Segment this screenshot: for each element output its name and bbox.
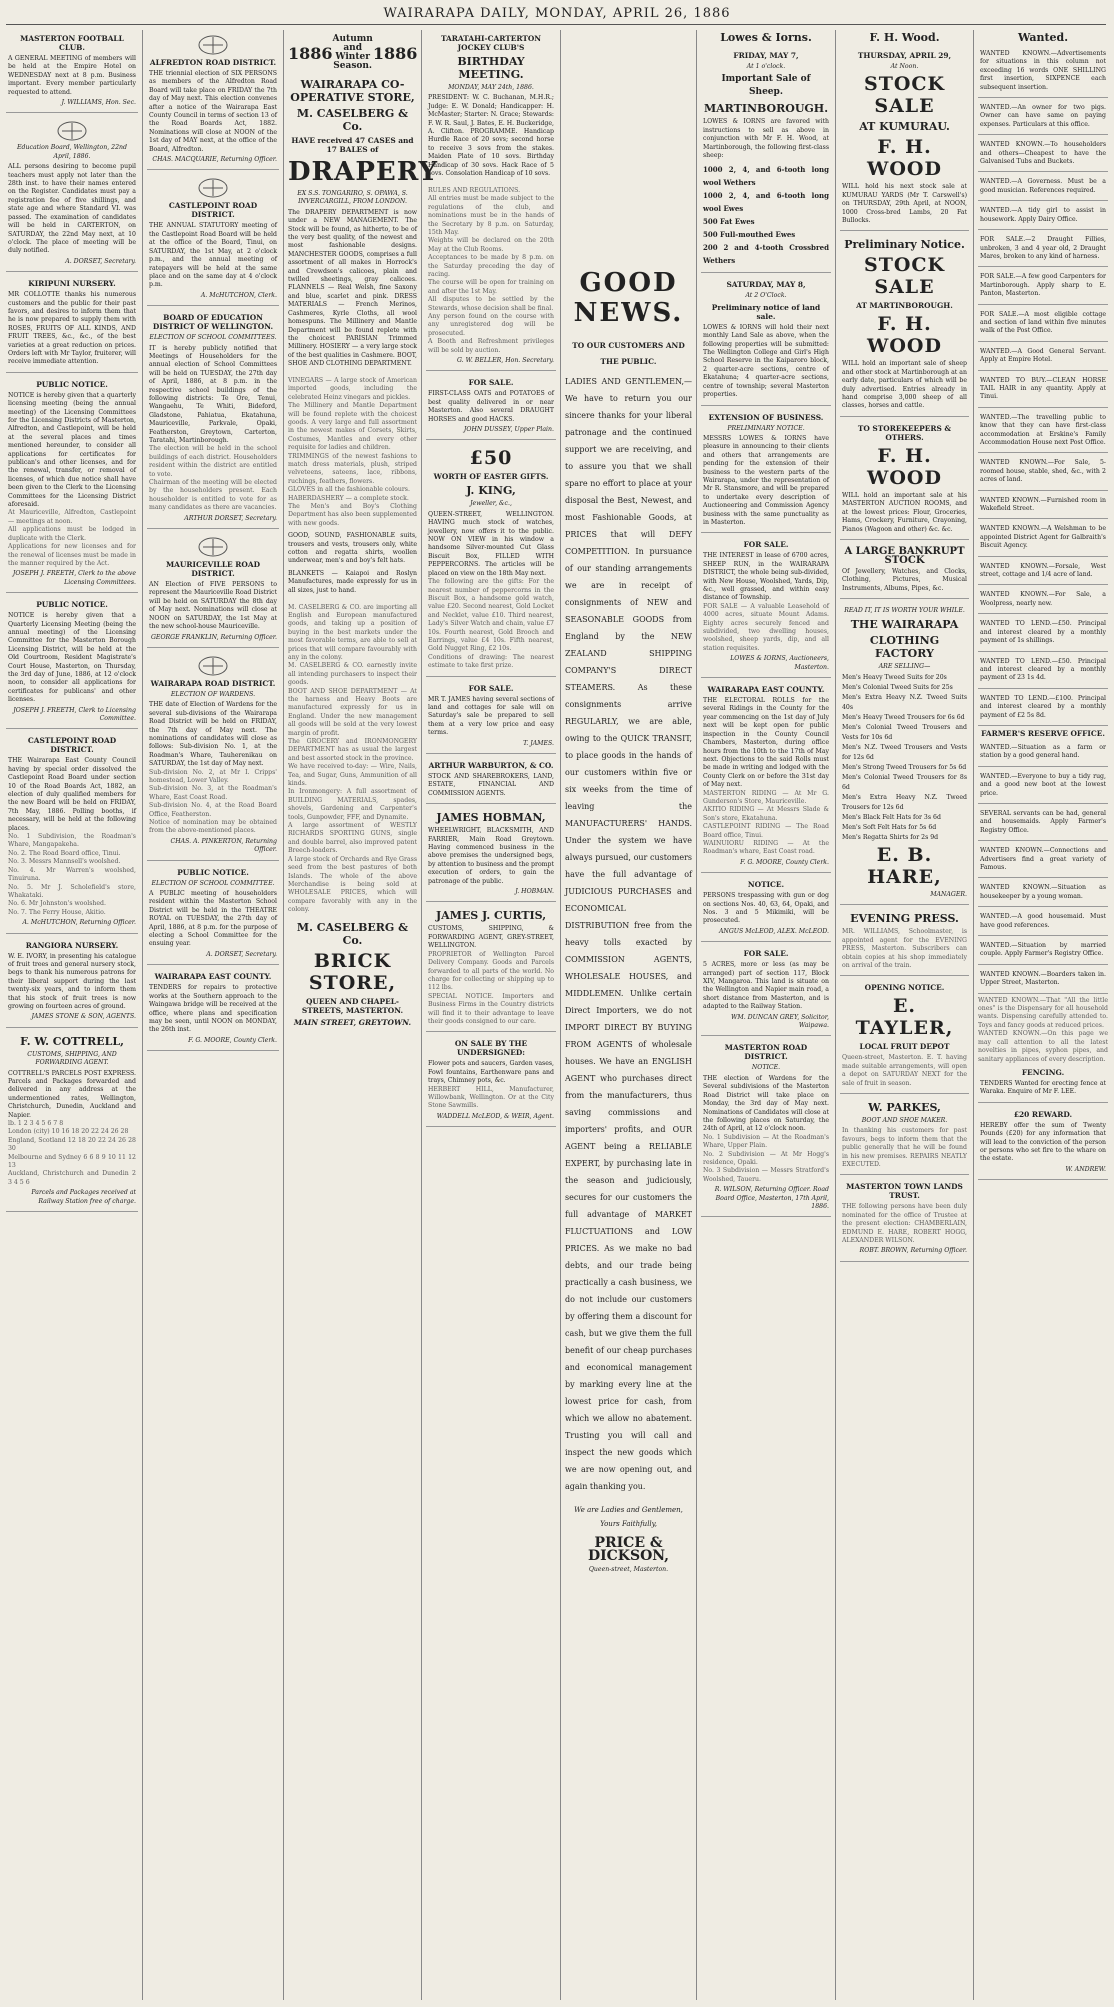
ad-signature: ROBT. BROWN, Returning Officer. <box>859 1247 967 1255</box>
ad-signature: A. McHUTCHON, Returning Officer. <box>22 919 136 927</box>
ad-heading: KIRIPUNI NURSERY. <box>28 279 116 289</box>
ad-signature: WM. DUNCAN GREY, Solicitor, Waipawa. <box>731 1013 829 1030</box>
column-rule <box>560 30 561 2000</box>
list-item: 1000 2, 4, and 6-tooth long wool Ewes <box>703 191 829 214</box>
ad-heading: FOR SALE. <box>743 540 789 550</box>
education-board-ad <box>6 116 138 272</box>
ad-body: A GENERAL MEETING of members will be held at the Empire Hotel on WEDNESDAY next at 8 p.m. Business important. Every member particularly requested to attend. <box>8 55 136 96</box>
list-item: FOR SALE.—A few good Carpenters for Martinborough. Apply sharp to E. Panton, Masterton. <box>978 270 1108 304</box>
filler-text: RULES AND REGULATIONS. All entries must be made subject to the regulations of the club, and nominations must be in the hands of the Secretary by 8 p.m. on Saturday, 15th May. Weights will be declared on the 20th May at the Club Rooms. Acceptances to be made by 8 p.m. on the Saturday preceding the day of racing. The course will be open for training on and after the 1st May. All disputes to be settled by the Stewards, whose decision shall be final. Any person found on the course with any unregistered dog will be prosecuted. A Booth and Refreshment privileges will be sold by auction. <box>428 186 554 354</box>
preliminary-heading: Preliminary Notice. <box>844 238 965 252</box>
filler-text: No. 1 Subdivision, the Roadman's Whare, Mangapakeha. No. 2. The Road Board office, Tinui. No. 3. Messrs Mannsell's woolshed. No. 4. Mr Warren's woolshed, Tinuiruna. No. 5. Mr J. Scholefield's store, Whakataki. No. 6. Mr Johnston's woolshed. No. 7. The Ferry House, Akitio. <box>8 833 136 916</box>
closing-line: We are Ladies and Gentlemen, Yours Faithfully, <box>574 1506 683 1528</box>
ad-signature: A. DORSET, Secretary. <box>65 257 136 265</box>
list-item: WANTED KNOWN.—A Welshman to be appointed District Agent for Galbraith's Biscuit Agency. <box>978 522 1108 556</box>
ad-signature: T. JAMES. <box>523 739 554 747</box>
school-committee-ad <box>147 864 279 966</box>
list-item: 500 Full-mouthed Ewes <box>703 230 796 240</box>
ad-heading: A LARGE BANKRUPT STOCK <box>844 545 965 566</box>
acres-sale-ad <box>701 945 831 1036</box>
selling-line: ARE SELLING— <box>878 662 931 670</box>
sale-time: At Noon. <box>890 63 919 70</box>
filler-text: PROPRIETOR of Wellington Parcel Delivery Company. Goods and Parcels forwarded to all parts of the world. No charge for collecting or shipping up to 112 lbs. SPECIAL NOTICE. Importers and Business Firms in the Country districts will find it to their advantage to leave their goods consigned to our care. <box>428 950 554 1025</box>
ad-body: 5 ACRES, more or less (as may be arranged) part of section 117, Block XIV, Mangaroa. This land is situate on the Wellington and Napier main road, a short distance from Masterton, and is adapted to the Railway Station. <box>703 961 829 1011</box>
drapery-body: The DRAPERY DEPARTMENT is now under a NEW MANAGEMENT. The Stock will be found, as hitherto, to be of the very best quality, of the newest and most fashionable designs. MANCHESTER GOODS, comprises a full assortment of all makes in Horrock's and Crewdson's calicoes, plain and twilled sheetings, gray calicoes. FLANNELS — Real Welsh, fine Saxony and blue, scarlet and pink. DRESS MATERIALS — French Merinos, Cashmeres, Kyrle Cloths, all wool homespuns. The Millinery and Mantle Department will be found replete with the choicest PARISIAN Trimmed Millinery. HOSIERY — a very large stock of the best qualities in Cashmere. BOOT, SHOE AND CLOTHING DEPARTMENT. <box>288 208 417 368</box>
ad-body: WILL hold an important sale at his MASTERTON AUCTION ROOMS, and at the lowest prices: Flour, Groceries, Hams, Crockery, Furniture, Crayoning, Pianos (Wagoon and other) &c. &c. <box>842 491 967 533</box>
brick-store-heading: BRICK STORE, <box>308 949 397 994</box>
ad-body: MR T. JAMES having several sections of land and cottages for sale will on Saturday's sale be prepared to sell them at a very low price and easy terms. <box>428 695 554 737</box>
jeweller-name: J. KING, <box>466 484 516 498</box>
list-item: WANTED KNOWN.—To householders and others—Cheapest to have the Galvanised Tubs and Buckets. <box>978 138 1108 172</box>
sale-time: At 2 O'Clock. <box>745 292 787 300</box>
list-item: WANTED KNOWN.—Situation as housekeeper by a young woman. <box>978 881 1108 907</box>
ad-heading: MAURICEVILLE ROAD DISTRICT. <box>166 560 260 579</box>
curtis-ad <box>426 905 556 1032</box>
masthead-rule <box>6 24 1106 25</box>
cottrell-ad <box>6 1031 138 1212</box>
list-item: Men's Regatta Shirts for 2s 9d <box>842 833 939 841</box>
column-6 <box>701 30 831 2000</box>
list-item: WANTED.—Situation as a farm or station by a good general hand. <box>978 741 1108 767</box>
list-item: Men's Extra Heavy N.Z. Tweed Suits 40s <box>842 693 967 711</box>
filler-text: Queen-street, Masterton. E. T. having made suitable arrangements, will open a depot on SATURDAY NEXT for the sale of fruit in season. <box>842 1054 967 1087</box>
filler-text: MR. WILLIAMS, Schoolmaster, is appointed agent for the EVENING PRESS, Masterton. Subscribers can obtain copies at his shop immediately on arrival of the train. <box>842 928 967 969</box>
ad-heading: OPENING NOTICE. <box>864 983 945 993</box>
castlepoint-meeting-ad <box>147 173 279 306</box>
extension-notice-ad <box>701 409 831 534</box>
ad-signature: JOSEPH J. FREETH, Clerk to the above Licensing Committees. <box>12 570 136 586</box>
kiripuni-nursery-ad <box>6 275 138 373</box>
jockey-club-ad <box>426 30 556 371</box>
firm-header: F. H. Wood. <box>869 31 940 44</box>
list-item: Men's Heavy Tweed Suits for 20s <box>842 673 947 681</box>
ad-heading: WAIRARAPA EAST COUNTY. <box>707 685 825 695</box>
ad-body: THE ELECTORAL ROLLS for the several Ridings in the County for the year commencing on the 1st day of July next will be kept open for public inspection in the County Council Chambers, Masterton, during office hours from the 10th to the 17th of May next. Objections to the said Rolls must be made in writing and lodged with the County Clerk on or before the 31st day of May next. <box>703 697 829 789</box>
caselberg-signature: M. CASELBERG & Co. <box>296 920 409 947</box>
ad-body: MESSRS LOWES & IORNS have pleasure in announcing to their clients and others that arrangements are pending for the extension of their business to the western parts of the Wairarapa, under the representation of Mr R. Stansmore, and will be prepared to undertake every description of Auctioneering and Commission Agency business with the same punctuality as in Masterton. <box>703 434 829 526</box>
ad-heading: W. PARKES, <box>868 1101 941 1114</box>
ad-subheading: LOCAL FRUIT DEPOT <box>859 1042 950 1052</box>
ad-body: THE date of Election of Wardens for the several sub-divisions of the Wairarapa Road District will be held on FRIDAY, the 7th day of May next. The nominations of candidates will close as follows: Sub-division No. 1, at the Roadman's Whare, Tauherenikau on SATURDAY, the 1st day of May next. <box>149 701 277 768</box>
list-item: 500 Fat Ewes <box>703 217 755 227</box>
ad-signature: A. DORSET, Secretary. <box>206 950 277 958</box>
ad-heading: ON SALE BY THE UNDERSIGNED: <box>454 1039 528 1058</box>
ad-signature: JOSEPH J. FREETH, Clerk to Licensing Committee. <box>13 706 136 722</box>
list-item: WANTED KNOWN.—Forsale, West street, cottage and 1/4 acre of land. <box>978 560 1108 586</box>
ad-body: Of Jewellery, Watches, and Clocks, Clothing, Pictures, Musical Instruments, Albums, Pipes, &c. <box>842 567 967 592</box>
list-item: FOR SALE.—2 Draught Fillies, unbroken, 3 and 4 year old, 2 Draught Mares, broken to any kind of harness. <box>978 233 1108 267</box>
ad-subheading: PRELIMINARY NOTICE. <box>727 424 805 432</box>
sale-time: At 1 o'clock. <box>746 63 786 70</box>
ad-heading: MASTERTON FOOTBALL CLUB. <box>20 34 124 52</box>
ad-body: MR COLLOTTE thanks his numerous customers and the public for their past favors, and desires to inform them that he is now prepared to supply them with ROSES, FRUITS OF ALL KINDS, AND FRUIT TREES, &c., &c., of the best varieties at a great reduction on prices. Orders left with Mr Taylor, fruiterer, will receive immediate attention. <box>8 291 136 366</box>
firm-address: Queen-street, Masterton. <box>588 1566 669 1573</box>
list-item: Men's Soft Felt Hats for 5s 6d <box>842 823 937 831</box>
list-item: WANTED.—Everyone to buy a tidy rug, and a good new boot at the lowest price. <box>978 770 1108 804</box>
auctioneer-name: F. H. WOOD <box>867 313 942 358</box>
oats-sale-ad <box>426 374 556 440</box>
ad-signature: J. WILLIAMS, Hon. Sec. <box>61 99 136 107</box>
list-item: WANTED.—Situation by married couple. Apply Farmer's Registry Office. <box>978 939 1108 965</box>
column-7 <box>840 30 969 2000</box>
ad-body: W. E. IVORY, in presenting his catalogue of fruit trees and general nursery stock, begs to thank his numerous patrons for their liberal support during the last twenty-six years, and to inform them that his stock of fruit trees is now growing on fourteen acres of ground. <box>8 952 136 1010</box>
ad-body: IT is hereby publicly notified that Meetings of Householders for the annual election of School Committees will be held on TUESDAY, the 27th day of April, 1886, at 8 p.m. in the respective school buildings of the following districts: Te Ore, Tenui, Wangaehu, Te Whiti, Bideford, Gladstone, Pahiatua, Ekatahuna, Mauriceville, Parkvale, Opaki, Featherston, Greytown, Carterton, Taratahi, Martinborough. <box>149 344 277 444</box>
ad-heading: WAIRARAPA ROAD DISTRICT. <box>150 678 276 688</box>
ad-signature: J. HOBMAN. <box>515 888 554 896</box>
ad-body: TENDERS Wanted for erecting fence at Waraka. Enquire of Mr F. LEE. <box>980 1079 1106 1096</box>
column-2 <box>147 30 279 2000</box>
masterton-road-ad <box>701 1039 831 1217</box>
list-item: WANTED KNOWN.—For Sale, a Woolpress, nearly new. <box>978 588 1108 614</box>
ad-heading: £20 REWARD. <box>1013 1109 1073 1119</box>
column-4 <box>426 30 556 2000</box>
list-item: Men's Extra Heavy N.Z. Tweed Trousers for 12s 6d <box>842 793 967 811</box>
list-item: WANTED TO LEND.—£100. Principal and interest cleared by a monthly payment of £2 5s 8d. <box>978 692 1108 726</box>
ad-signature: WADDELL McLEOD, & WEIR, Agent. <box>436 1112 554 1120</box>
sale-date: FRIDAY, MAY 7, <box>733 51 799 60</box>
ad-subheading: ELECTION OF SCHOOL COMMITTEES. <box>149 334 277 342</box>
greytown-address: MAIN STREET, GREYTOWN. <box>293 1017 412 1027</box>
ad-body: WILL hold an important sale of sheep and other stock at Martinborough at an early date, particulars of which will be duly advertised. Entries already in hand comprise 3,000 sheep of all classes, horses and cattle. <box>842 360 967 410</box>
east-county-tender-ad <box>147 968 279 1051</box>
ad-body: CUSTOMS, SHIPPING, & FORWARDING AGENT, GREY-STREET, WELLINGTON. <box>428 925 554 950</box>
ad-heading: Education Board, Wellington, 22nd April, 1886. <box>17 144 127 160</box>
good-sound-text: GOOD, SOUND, FASHIONABLE suits, trousers and vests, trousers only, white cotton and regatta shirts, woollen underwear, men's and boy's felt hats. <box>288 532 417 565</box>
ad-heading: ALFREDTON ROAD DISTRICT. <box>149 58 277 67</box>
season-label: Autumn and Winter Season. <box>332 34 373 71</box>
sale-title: Preliminary notice of land sale. <box>711 302 821 321</box>
ad-signature: GEORGE FRANKLIN, Returning Officer. <box>150 633 277 641</box>
royal-crest-icon <box>195 535 231 557</box>
ad-body: FIRST-CLASS OATS and POTATOES of best quality delivered in or near Masterton. Also several DRAUGHT HORSES and good HACKS. <box>428 390 554 423</box>
ad-body: QUEEN-STREET, WELLINGTON. HAVING much stock of watches, jewellery, now offers it to the public. NOW ON VIEW in his window a handsome Silver-mounted Cut Glass Biscuit Box, FILLED WITH PEPPERCORNS. The articles will be placed on view on the 18th May next. <box>428 510 554 577</box>
good-news-headline: GOOD NEWS. <box>573 268 684 328</box>
factory-name: THE WAIRARAPA <box>850 617 959 631</box>
town-lands-trust-ad <box>840 1178 969 1261</box>
electoral-rolls-ad <box>701 681 831 873</box>
ad-signature: JOHN DUSSEY, Upper Plain. <box>463 426 554 434</box>
castlepoint-ad <box>6 732 138 933</box>
column-rule <box>142 30 143 2000</box>
reward-ad <box>978 1106 1108 1180</box>
land-sale-ad <box>701 276 831 405</box>
list-item: Men's Colonial Tweed Suits for 25s <box>842 683 953 691</box>
sale-title: Important Sale of Sheep. <box>721 74 811 98</box>
ad-heading: EVENING PRESS. <box>850 912 959 926</box>
storekeepers-ad <box>840 420 969 540</box>
ad-body: THE triennial election of SIX PERSONS as members of the Alfredton Road Board will take place on FRIDAY the 7th day of May next. This election convenes after a notice of the Wairarapa East County Council in terms of section 13 of the Road Boards Act, 1882. Nominations will close at NOON of the 1st day of MAY next, at the office of the Board, Alfredton. <box>149 70 277 153</box>
list-item: WANTED TO LEND.—£50. Principal and interest cleared by a monthly payment of 1s shillings. <box>978 617 1108 651</box>
kumurau-stock-sale-ad <box>840 47 969 231</box>
list-item: FARMER'S RESERVE OFFICE. <box>981 728 1105 738</box>
ad-heading: JAMES HOBMAN, <box>436 811 546 825</box>
filler-text: Sub-division No. 2, at Mr I. Cripps' homestead, Lower Valley. Sub-division No. 3, at the Roadman's Whare, East Coast Road. Sub-division No. 4, at the Road Board Office, Featherston. Notice of nomination may be obtained from the above-mentioned places. <box>149 768 277 835</box>
received-line: HAVE received 47 CASES and 17 BALES of <box>291 136 414 154</box>
list-item: WANTED KNOWN.—Furnished room in Wakefield Street. <box>978 494 1108 520</box>
list-item: WANTED KNOWN.—Boarders taken in. Upper Street, Masterton. <box>978 968 1108 994</box>
ad-subheading: CUSTOMS, SHIPPING, AND FORWARDING AGENT. <box>27 1050 117 1067</box>
sale-place: MARTINBOROUGH. <box>703 102 829 116</box>
ad-signature: W. ANDREW. <box>1065 1165 1106 1173</box>
firm-name: PRICE & DICKSON, <box>587 1535 670 1564</box>
ad-body: LOWES & IORNS are favored with instructions to sell as above in conjunction with Mr F. H. Wood, at Martinborough, the following first-class sheep: <box>703 118 829 160</box>
alfredton-road-ad <box>147 30 279 170</box>
ad-heading: MASTERTON TOWN LANDS TRUST. <box>846 1182 963 1201</box>
sale-date: SATURDAY, MAY 8, <box>726 280 806 290</box>
ad-body: Flower pots and saucers, Garden vases, Fowl fountains, Earthenware pans and trays, Chimney pots, &c. <box>428 1060 554 1085</box>
auctioneer-name: F. H. WOOD <box>867 136 942 181</box>
sale-date: THURSDAY, APRIL 29, <box>857 51 952 60</box>
filler-text: FOR SALE — A valuable Leasehold of 4000 acres, situate Mount Adams. Eighty acres securely fenced and subdivided, two dwelling houses, woolshed, sheep yards, dip, and all station requisites. <box>703 602 829 652</box>
football-club-ad <box>6 30 138 113</box>
manager-title: MANAGER. <box>930 890 967 898</box>
filler-text: VINEGARS — A large stock of American imported goods, including the celebrated Heinz vinegars and pickles. The Millinery and Mantle Department will be found replete with the choicest goods. A very large and full assortment in the newest makes of Corsets, Skirts, Costumes, Mantles and every other requisite for ladies and children. TRIMMINGS of the newest fashions to match dress materials, plush, striped velveteens, sateens, lace, ribbons, ruchings, feathers, flowers. GLOVES in all the fashionable colours. HABERDASHERY — a complete stock. The Men's and Boy's Clothing Department has also been supplemented with new goods. <box>288 376 417 527</box>
prize-amount: £50 <box>469 447 513 470</box>
ad-heading: FOR SALE. <box>468 378 514 388</box>
ad-subheading: NOTICE. <box>751 1064 781 1072</box>
list-item: WANTED KNOWN.—Advertisements for situations in this column not exceeding 16 words ONE SHILLING first insertion, SIXPENCE each subsequent insertion. <box>978 47 1108 98</box>
ad-body: LOWES & IORNS will hold their next monthly Land Sale as above, when the following properties will be submitted: The Wellington College and Girl's High School Reserve in the Kaiparoro block, 2 quarter-acre sections, centre of Ekatahuna; 4 quarter-acre sections, centre of township; several Masterton properties. <box>703 323 829 399</box>
ad-body: AN Election of FIVE PERSONS to represent the Mauriceville Road District will be held on SATURDAY the 8th day of May next. Nominations will close at NOON on SATURDAY, the 1st May at the new school-house Mauriceville. <box>149 581 277 631</box>
ad-heading: ARTHUR WARBURTON, & CO. <box>428 761 554 770</box>
ad-body: PRESIDENT: W. C. Buchanan, M.H.R.; Judge: E. W. Donald; Handicapper: H. McMaster; Starter: N. Grace; Stewards: F. W. R. Saul, J. Bates, E. H. Buckeridge, A. Clifton. PROGRAMME. Handicap Hurdle Race of 20 sovs; second horse to receive 3 sovs from the stakes. Maiden Plate of 10 sovs. Birthday Handicap of 30 sovs. Hack Race of 5 sovs. Consolation Handicap of 10 sovs. <box>428 94 554 178</box>
spacer <box>565 30 692 260</box>
list-item: WANTED TO BUY.—CLEAN HORSE TAIL HAIR in any quantity. Apply at Tinui. <box>978 374 1108 408</box>
list-item: Men's Colonial Tweed Trousers for 8s 6d <box>842 773 967 791</box>
fruit-depot-ad <box>840 979 969 1094</box>
ad-heading: PUBLIC NOTICE. <box>177 867 249 877</box>
ships-line: EX S.S. TONGARIRO, S. OPAWA, S. INVERCARGILL, FROM LONDON. <box>297 190 408 206</box>
royal-crest-icon <box>195 654 231 676</box>
royal-crest-icon <box>54 119 90 141</box>
clothing-factory-ad <box>840 602 969 905</box>
ad-heading: FOR SALE. <box>468 683 514 693</box>
list-item: FOR SALE.—A most eligible cottage and section of land within five minutes walk of the Post Office. <box>978 308 1108 342</box>
ad-heading: F. W. COTTRELL, <box>20 1034 124 1048</box>
ad-heading: FENCING. <box>1021 1067 1065 1077</box>
ad-signature: R. WILSON, Returning Officer. Road Board Office, Masterton, 17th April, 1886. <box>714 1186 829 1210</box>
wairarapa-road-ad <box>147 651 279 861</box>
filler-text: In thanking his customers for past favours, begs to inform them that the public generally that he will be found in his new premises. REPAIRS NEATLY EXECUTED. <box>842 1127 967 1169</box>
wanted-header: Wanted. <box>1017 31 1069 44</box>
list-item: WANTED KNOWN.—Connections and Advertisers find a great variety of Famous. <box>978 844 1108 878</box>
ad-heading: NOTICE. <box>747 880 785 890</box>
ad-heading: PUBLIC NOTICE. <box>36 600 108 610</box>
filler-text: At Mauriceville, Alfredton, Castlepoint — meetings at noon. All applications must be lodged in duplicate with the Clerk. Applications for new licenses and for the renewal of licenses must be made in the manner required by the Act. <box>8 509 136 567</box>
auctioneer-name: F. H. WOOD <box>867 444 942 489</box>
brick-store-address: QUEEN AND CHAPEL-STREETS, MASTERTON. <box>301 996 404 1015</box>
filler-text: No. 1 Subdivision — At the Roadman's Whare, Upper Plain. No. 2 Subdivision — At Mr Hogg's residence, Opaki. No. 3 Subdivision — Messrs Stratford's Woolshed, Taueru. <box>703 1133 829 1183</box>
ad-body: PERSONS trespassing with gun or dog on sections Nos. 40, 63, 64, Opaki, and Nos. 3 and 5 Mikimiki, will be prosecuted. <box>703 892 829 925</box>
ad-heading: CASTLEPOINT ROAD DISTRICT. <box>27 736 117 755</box>
proprietor-name: E. TAYLER, <box>855 995 954 1040</box>
sale-place: AT MARTINBOROUGH. <box>856 301 953 311</box>
ad-signature: JAMES STONE & SON, AGENTS. <box>31 1013 136 1021</box>
list-item: Men's Strong Tweed Trousers for 5s 6d <box>842 763 967 771</box>
season-year: 1886 <box>372 43 418 63</box>
prize-sub: WORTH OF EASTER GIFTS. <box>433 472 549 482</box>
ad-subheading: ELECTION OF SCHOOL COMMITTEE. <box>151 879 275 887</box>
list-item: WANTED.—A tidy girl to assist in housework. Apply Dairy Office. <box>978 204 1108 230</box>
public-notice-ad <box>6 376 138 593</box>
ad-body: THE ANNUAL STATUTORY meeting of the Castlepoint Road Board will be held at the office of the Board, Tinui, on SATURDAY, the 1st May, at 2 o'clock p.m., and the annual meeting of ratepayers will be held at the same place and on the same day at 4 o'clock p.m. <box>149 222 277 289</box>
ad-body: A PUBLIC meeting of householders resident within the Masterton School District will be held in the THEATRE ROYAL on TUESDAY, the 27th day of April, 1886, at 8 p.m. for the purpose of electing a School Committee for the ensuing year. <box>149 890 277 948</box>
sheep-run-sale-ad <box>701 536 831 678</box>
manager-name: E. B. HARE, <box>867 843 942 888</box>
bankrupt-stock-ad <box>840 543 969 599</box>
ad-signature: CHAS. MACQUARIE, Returning Officer. <box>152 156 277 164</box>
ad-body: ALL persons desiring to become pupil teachers must apply not later than the 28th inst. to have their names entered on the Register. Candidates must pay a registration fee of five shillings, and state age and where Standard VI. was passed. The examination of candidates will be held in CARTERTON, on SATURDAY, the 22nd May next, at 10 o'clock. The place of meeting will be duly notified. <box>8 163 136 255</box>
filler-text: M. CASELBERG & CO. are importing all English and European manufactured goods, and taking up a position of buying in the best markets under the most favorable terms, are able to sell at prices that will compare favourably with any in the colony. M. CASELBERG & CO. earnestly invite all intending purchasers to inspect their goods. BOOT AND SHOE DEPARTMENT — At the harness and Heavy Boots are manufactured expressly for us in England. Under the new management all goods will be sold at the very lowest margin of profit. The GROCERY and IRONMONGERY DEPARTMENT has as usual the largest and best assorted stock in the province. We have received to-day: — Wire, Nails, Tea, and Sugar, Guns, Ammunition of all kinds. In Ironmongery: A full assortment of BUILDING MATERIALS, spades, shovels, Gardening and Carpenter's tools, Gunpowder, FFF, and Dynamite. A large assortment of WESTLY RICHARDS SPORTING GUNS, single and double barrel, also improved patent Breech-loaders. A large stock of Orchards and Rye Grass seed from the best pastures of both Islands. The whole of the above Merchandise is being sold at WHOLESALE PRICES, which will compare favorably with any in the colony. <box>288 603 417 914</box>
ad-signature: ANGUS McLEOD, ALEX. McLEOD. <box>718 927 829 935</box>
ad-subheading: ELECTION OF WARDENS. <box>170 690 256 698</box>
filler-text: HERBERT HILL, Manufacturer, Willowbank, Wellington. Or at the City Stone Sawmills. <box>428 1085 554 1110</box>
column-rule <box>835 30 836 2000</box>
column-8 <box>978 30 1108 2000</box>
season-year: 1886 <box>288 43 333 63</box>
ad-heading: PUBLIC NOTICE. <box>36 379 108 389</box>
ad-signature: LOWES & IORNS, Auctioneers, Masterton. <box>730 655 829 671</box>
list-item: Men's Colonial Tweed Trousers and Vests for 10s 6d <box>842 723 967 741</box>
ad-body: COTTRELL'S PARCELS POST EXPRESS. Parcels and Packages forwarded and delivered in any address at the undermentioned rates, Wellington, Christchurch, Dunedin, Auckland and Napier. <box>8 1069 136 1119</box>
factory-name: CLOTHING FACTORY <box>869 633 940 660</box>
blankets-text: BLANKETS — Kaiapoi and Roslyn Manufactures, made expressly for us in all sizes, just to hand. <box>288 569 417 594</box>
list-item: WANTED.—An owner for two pigs. Owner can have same on paying expenses. Particulars at this office. <box>978 101 1108 135</box>
ad-heading: WAIRARAPA EAST COUNTY. <box>154 972 272 982</box>
filler-text: The following are the gifts: For the nearest number of peppercorns in the Biscuit Box, a handsome gold watch, value £20. Second nearest, Gold Locket and Necklet, value £10. Third nearest, Lady's Silver Watch and chain, value £7 10s. Fourth nearest, Gold Brooch and Earrings, value £4 10s. Fifth nearest, Gold Nugget Ring, £2 10s. Conditions of drawing: The nearest estimate to take first prize. <box>428 578 554 670</box>
list-item: WANTED TO LEND.—£50. Principal and interest cleared by a monthly payment of 23 1s 4d. <box>978 655 1108 689</box>
ad-heading: TARATAHI-CARTERTON JOCKEY CLUB'S <box>440 34 542 52</box>
ad-body: TENDERS for repairs to protective works at the Southern approach to the Waingawa bridge will be received at the office, where plans and specification may be seen, until NOON on MONDAY, the 26th inst. <box>149 984 277 1034</box>
ad-signature: A. McHUTCHON, Clerk. <box>200 291 277 299</box>
ad-body: NOTICE is hereby given that a Quarterly Licensing Meeting (being the annual meeting) of the Licensing Committee for the Masterton Borough Licensing District, will be held at the Old Courtroom, Resident Magistrate's Court House, Masterton, on Thursday, the 3rd day of June, 1886, at 12 o'clock noon, to consider all applications for certificates for publicans' and other licenses. <box>8 612 136 704</box>
list-item: WANTED.—A Governess. Must be a good musician. References required. <box>978 175 1108 201</box>
ad-body: NOTICE is hereby given that a quarterly licensing meeting (being the annual meeting) of the Licensing Committees for the Licensing Districts of Masterton, Alfredton, and Castlepoint, will be held at the several places and times mentioned hereunder, to consider all applications for certificates for publican's and other licenses, and for the renewal, transfer, or removal of licenses, of which due notice shall have been given to the Clerk to the Licensing Committees for the Licensing District aforesaid. <box>8 391 136 509</box>
ad-subheading: Jeweller, &c., <box>470 500 512 508</box>
column-rule <box>696 30 697 2000</box>
board-of-education-ad <box>147 309 279 529</box>
filler-text: The election will be held in the school buildings of each district. Householders resident within the district are entitled to vote. Chairman of the meeting will be elected by the householders present. Each householder is entitled to vote for as many candidates as there are vacancies. <box>149 445 277 512</box>
masthead: WAIRARAPA DAILY, MONDAY, APRIL 26, 1886 <box>383 6 731 21</box>
ad-heading: MASTERTON ROAD DISTRICT. <box>724 1043 808 1062</box>
land-sale-ad <box>426 680 556 754</box>
list-item: WANTED.—A Good General Servant. Apply at Empire Hotel. <box>978 345 1108 371</box>
easter-gifts-ad <box>426 443 556 676</box>
ad-signature: CHAS. A. PINKERTON, Returning Officer. <box>170 837 277 854</box>
warburton-ad <box>426 757 556 804</box>
ad-heading: BOARD OF EDUCATION DISTRICT OF WELLINGTON. <box>152 313 274 332</box>
stock-sale-heading: STOCK SALE <box>863 73 946 118</box>
coop-title: WAIRARAPA CO-OPERATIVE STORE, <box>290 78 415 104</box>
list-item: 200 2 and 4-tooth Crossbred Wethers <box>703 243 829 266</box>
price-list <box>842 673 967 843</box>
sheep-sale-ad <box>701 47 831 273</box>
evening-press-ad <box>840 908 969 976</box>
list-item: Men's N.Z. Tweed Trousers and Vests for 12s 6d <box>842 743 967 761</box>
ad-signature: F. G. MOORE, County Clerk. <box>740 858 829 866</box>
ad-body: WILL hold his next stock sale at KUMURAU YARDS (Mr T. Carswell's) on THURSDAY, 29th April, at NOON, 1000 Cross-bred Lambs, 20 Fat Bullocks. <box>842 183 967 225</box>
royal-crest-icon <box>195 33 231 55</box>
column-rule <box>421 30 422 2000</box>
salutation: TO OUR CUSTOMERS AND THE PUBLIC. <box>572 341 685 366</box>
sheep-list <box>703 163 829 267</box>
ad-body: HEREBY offer the sum of Twenty Pounds (£20) for any information that will lead to the conviction of the person or persons who set fire to the whare on the estate. <box>980 1121 1106 1163</box>
ad-heading: FOR SALE. <box>743 949 789 959</box>
ad-signature: G. W. BELLER, Hon. Secretary. <box>456 357 554 364</box>
list-item: WANTED.—The travelling public to know that they can have first-class accommodation at Erskine's Family Accommodation House next Post Office. <box>978 411 1108 454</box>
royal-crest-icon <box>195 176 231 198</box>
column-rule <box>283 30 284 2000</box>
ad-signature: ARTHUR DORSET, Secretary. <box>184 514 277 522</box>
ad-body: STOCK AND SHAREBROKERS, LAND, ESTATE, FINANCIAL AND COMMISSION AGENTS. <box>428 773 554 797</box>
ad-date: MONDAY, MAY 24th, 1886. <box>448 84 534 91</box>
filler-text: MASTERTON RIDING — At Mr G. Gunderson's Store, Mauriceville. AKITIO RIDING — At Messrs Slade & Son's store, Ekatahuna. CASTLEPOINT RIDING — The Road Board office, Tinui. WAINUIORU RIDING — At the Roadman's whare, East Coast road. <box>703 789 829 856</box>
filler-text: THE following persons have been duly nominated for the office of Trustee at the present election: CHAMBERLAIN, EDMUND E. HARE, ROBERT HOGG, ALEXANDER WILSON. <box>842 1203 967 1245</box>
list-item: SEVERAL servants can be had, general and housemaids. Apply Farmer's Registry Office. <box>978 807 1108 841</box>
martinborough-stock-sale-ad <box>840 234 969 416</box>
season-banner <box>288 34 417 74</box>
ad-heading: JAMES J. CURTIS, <box>435 909 547 923</box>
ad-body: THE Wairarapa East County Council having by special order dissolved the Castlepoint Road Board under section 10 of the Road Boards Act, 1882, an election of duly qualified members for the new Board will be held on FRIDAY, 7th May, 1886. Polling booths, if necessary, will be held at the following places. <box>8 757 136 832</box>
ad-heading: RANGIORA NURSERY. <box>25 940 119 950</box>
rangiora-nursery-ad <box>6 937 138 1028</box>
public-notice-ad <box>6 596 138 729</box>
ad-footer: Parcels and Packages received at Railway Station free of charge. <box>31 1189 136 1205</box>
good-news-body: LADIES AND GENTLEMEN,— We have to return you our sincere thanks for your liberal patronage and the continued support we are receiving, and to assure you that we shall spare no effort to place at your disposal the Best, Newest, and most Fashionable Goods, at PRICES that will DEFY COMPETITION. In pursuance of our standing arrangements we are in receipt of consignments of NEW and SEASONABLE GOODS from England by the NEW ZEALAND SHIPPING COMPANY'S DIRECT STEAMERS. As these consignments arrive REGULARLY, we are able, owing to the QUICK TRANSIT, to place goods in the hands of our customers within five or six weeks from the time of leaving the MANUFACTURERS' HANDS. Under the system we have always pursued, our customers have the full advantage of JUDICIOUS PURCHASES and ECONOMICAL DISTRIBUTION free from the heavy tolls exacted by COMMISSION AGENTS, WHOLESALE HOUSES, and MIDDLEMEN. Unlike certain Direct Importers, we do not IMPORT DIRECT BY BUYING FROM AGENTS of wholesale houses. We have an ENGLISH AGENT who purchases direct from the manufacturers, thus saving commissions and importers' profits, and OUR AGENT being a RELIABLE EXPERT, by purchasing late in the season and judiciously, secures for our customers the full advantage of MARKET FLUCTUATIONS and LOW PRICES. As we make no bad debts, and our trade being practically a cash business, we do not include our customers by offering them a discount for cash, but we give them the full benefit of our cheap purchases and economical management by marking every line at the lowest price for cash, from which we allow no abatement. Trusting you will call and inspect the new goods which we are now opening out, and again thanking you. <box>565 377 692 1491</box>
list-item: Men's Heavy Tweed Trousers for 6s 6d <box>842 713 965 721</box>
ad-heading: CASTLEPOINT ROAD DISTRICT. <box>168 201 258 220</box>
list-item: WANTED.—A good housemaid. Must have good references. <box>978 910 1108 936</box>
wanted-list <box>978 47 1108 994</box>
mauriceville-road-ad <box>147 532 279 648</box>
ad-body: THE election of Wardens for the Several subdivisions of the Masterton Road District will take place on Monday, the 3rd day of May next. Nominations of Candidates will close at the following places on Saturday, the 24th of April, at 12 o'clock noon. <box>703 1074 829 1133</box>
parkes-boot-ad <box>840 1097 969 1175</box>
sale-place: AT KUMURAU. <box>859 120 950 134</box>
hobman-ad <box>426 807 556 902</box>
pottery-sale-ad <box>426 1035 556 1127</box>
ad-body: WHEELWRIGHT, BLACKSMITH, AND FARRIER, Main Road Greytown. Having commenced business in the above premises the undersigned begs, by attention to business and the prompt execution of orders, to gain the patronage of the public. <box>428 827 554 885</box>
drapery-heading: DRAPERY <box>288 157 439 187</box>
fencing-ad <box>978 1064 1108 1103</box>
column-1 <box>6 30 138 2000</box>
caselberg-title: M. CASELBERG & Co. <box>296 107 409 133</box>
ad-signature: F. G. MOORE, County Clerk. <box>188 1036 277 1044</box>
stock-sale-heading: STOCK SALE <box>863 254 946 299</box>
list-item: 1000 2, 4, and 6-tooth long wool Wethers <box>703 165 829 188</box>
ad-subheading: BOOT AND SHOE MAKER. <box>861 1117 948 1124</box>
ad-heading-large: BIRTHDAY MEETING. <box>457 55 525 81</box>
ad-body: THE INTEREST in lease of 6700 acres, SHEEP RUN, in the WAIRARAPA DISTRICT, the whole being sub-divided, with New House, Woolshed, Yards, Dip, &c., well grassed, and within easy distance of Township. <box>703 552 829 602</box>
list-item: WANTED KNOWN.—For Sale, 5-roomed house, stable, shed, &c., with 2 acres of land. <box>978 456 1108 490</box>
firm-header: Lowes & Iorns. <box>720 31 812 44</box>
list-item: Men's Black Felt Hats for 3s 6d <box>842 813 941 821</box>
ad-heading: TO STOREKEEPERS & OTHERS. <box>857 423 952 442</box>
ad-heading: EXTENSION OF BUSINESS. <box>708 412 824 422</box>
trespass-notice-ad <box>701 876 831 942</box>
read-it-line: READ IT, IT IS WORTH YOUR WHILE. <box>844 607 965 615</box>
column-rule <box>973 30 974 2000</box>
column-3 <box>288 30 439 2000</box>
rate-table: lb. 1 2 3 4 5 6 7 8 London (city) 10 16 18 20 22 24 26 28 England, Scotland 12 18 20 22 24 26 28 30 Melbourne and Sydney 6 6 8 9 10 11 12 13 Auckland, Christchurch and Dunedin 2 3 4 5 6 <box>8 1120 136 1186</box>
column-5 <box>565 30 692 2000</box>
filler-text: WANTED KNOWN.—That "All the little ones" is the Dispensary for all household wants. Dispensing carefully attended to. Toys and fancy goods at reduced prices. WANTED KNOWN.—On this page we may call attention to all the latest novelties in pipes, syphon pipes, and sanitary appliances of every description. <box>978 996 1108 1063</box>
